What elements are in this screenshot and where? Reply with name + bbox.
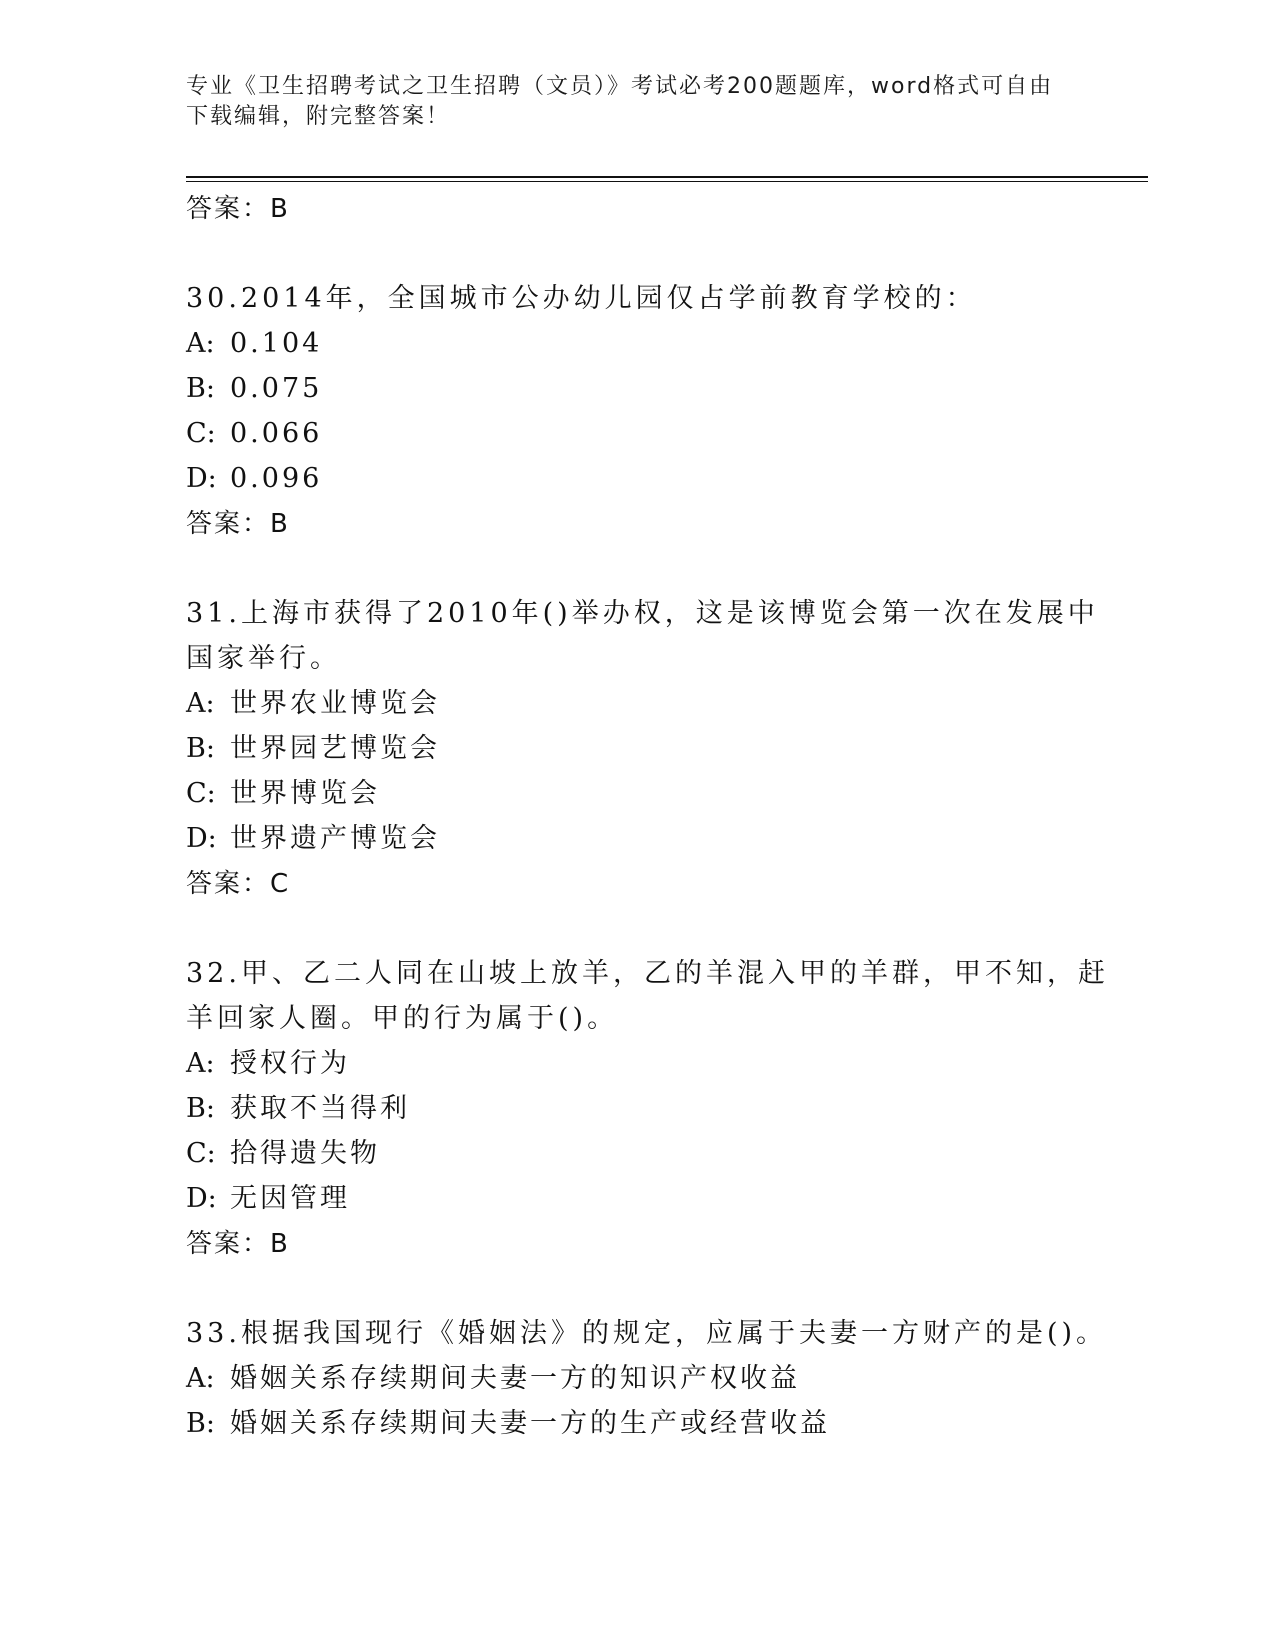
option-text: 婚姻关系存续期间夫妻一方的知识产权收益 <box>230 1363 800 1394</box>
option-key: A: <box>186 328 215 359</box>
option-d <box>186 456 1126 501</box>
answer-line: 答案：B <box>186 509 290 539</box>
option-a <box>186 1356 1126 1401</box>
option-text: 授权行为 <box>230 1048 350 1079</box>
option-text: 世界农业博览会 <box>230 688 440 719</box>
option-key: B: <box>186 1408 215 1439</box>
question-32 <box>186 951 1126 1267</box>
header-divider-thick <box>186 176 1148 178</box>
option-text: 无因管理 <box>230 1183 350 1214</box>
option-a <box>186 681 1126 726</box>
option-c <box>186 1131 1126 1176</box>
option-key: C: <box>186 418 216 449</box>
document-header: 专业《卫生招聘考试之卫生招聘（文员）》考试必考200题题库，word格式可自由下载编辑，附完整答案！ <box>186 74 1054 129</box>
option-a <box>186 321 1126 366</box>
question-stem: 31.上海市获得了2010年()举办权，这是该博览会第一次在发展中国家举行。 <box>186 598 1099 674</box>
header-divider-thin <box>186 181 1148 182</box>
option-key: C: <box>186 778 216 809</box>
question-stem: 33.根据我国现行《婚姻法》的规定，应属于夫妻一方财产的是()。 <box>186 1318 1108 1349</box>
option-b <box>186 1086 1126 1131</box>
question-stem: 30.2014年，全国城市公办幼儿园仅占学前教育学校的： <box>186 283 977 314</box>
question-stem: 32.甲、乙二人同在山坡上放羊，乙的羊混入甲的羊群，甲不知，赶羊回家人圈。甲的行为属于()。 <box>186 958 1109 1034</box>
option-b <box>186 366 1126 411</box>
question-30 <box>186 276 1126 547</box>
option-key: D: <box>186 463 217 494</box>
option-key: B: <box>186 1093 215 1124</box>
option-text: 0.104 <box>230 328 323 359</box>
option-text: 拾得遗失物 <box>230 1138 380 1169</box>
option-key: D: <box>186 1183 217 1214</box>
question-33 <box>186 1311 1126 1446</box>
option-key: D: <box>186 823 217 854</box>
option-text: 0.075 <box>230 373 323 404</box>
option-b <box>186 1401 1126 1446</box>
option-text: 世界博览会 <box>230 778 380 809</box>
option-a <box>186 1041 1126 1086</box>
option-key: B: <box>186 373 215 404</box>
option-text: 世界遗产博览会 <box>230 823 440 854</box>
option-text: 世界园艺博览会 <box>230 733 440 764</box>
option-text: 0.066 <box>230 418 323 449</box>
option-key: C: <box>186 1138 216 1169</box>
previous-answer: 答案：B <box>186 194 290 224</box>
option-key: A: <box>186 1363 215 1394</box>
option-b <box>186 726 1126 771</box>
question-31 <box>186 591 1126 907</box>
option-key: A: <box>186 688 215 719</box>
option-d <box>186 1176 1126 1221</box>
option-key: B: <box>186 733 215 764</box>
option-text: 婚姻关系存续期间夫妻一方的生产或经营收益 <box>230 1408 830 1439</box>
option-text: 获取不当得利 <box>230 1093 410 1124</box>
option-d <box>186 816 1126 861</box>
option-key: A: <box>186 1048 215 1079</box>
option-c <box>186 771 1126 816</box>
question-list <box>186 186 1126 1446</box>
answer-line: 答案：C <box>186 869 291 899</box>
answer-line: 答案：B <box>186 1229 290 1259</box>
option-c <box>186 411 1126 456</box>
option-text: 0.096 <box>230 463 323 494</box>
